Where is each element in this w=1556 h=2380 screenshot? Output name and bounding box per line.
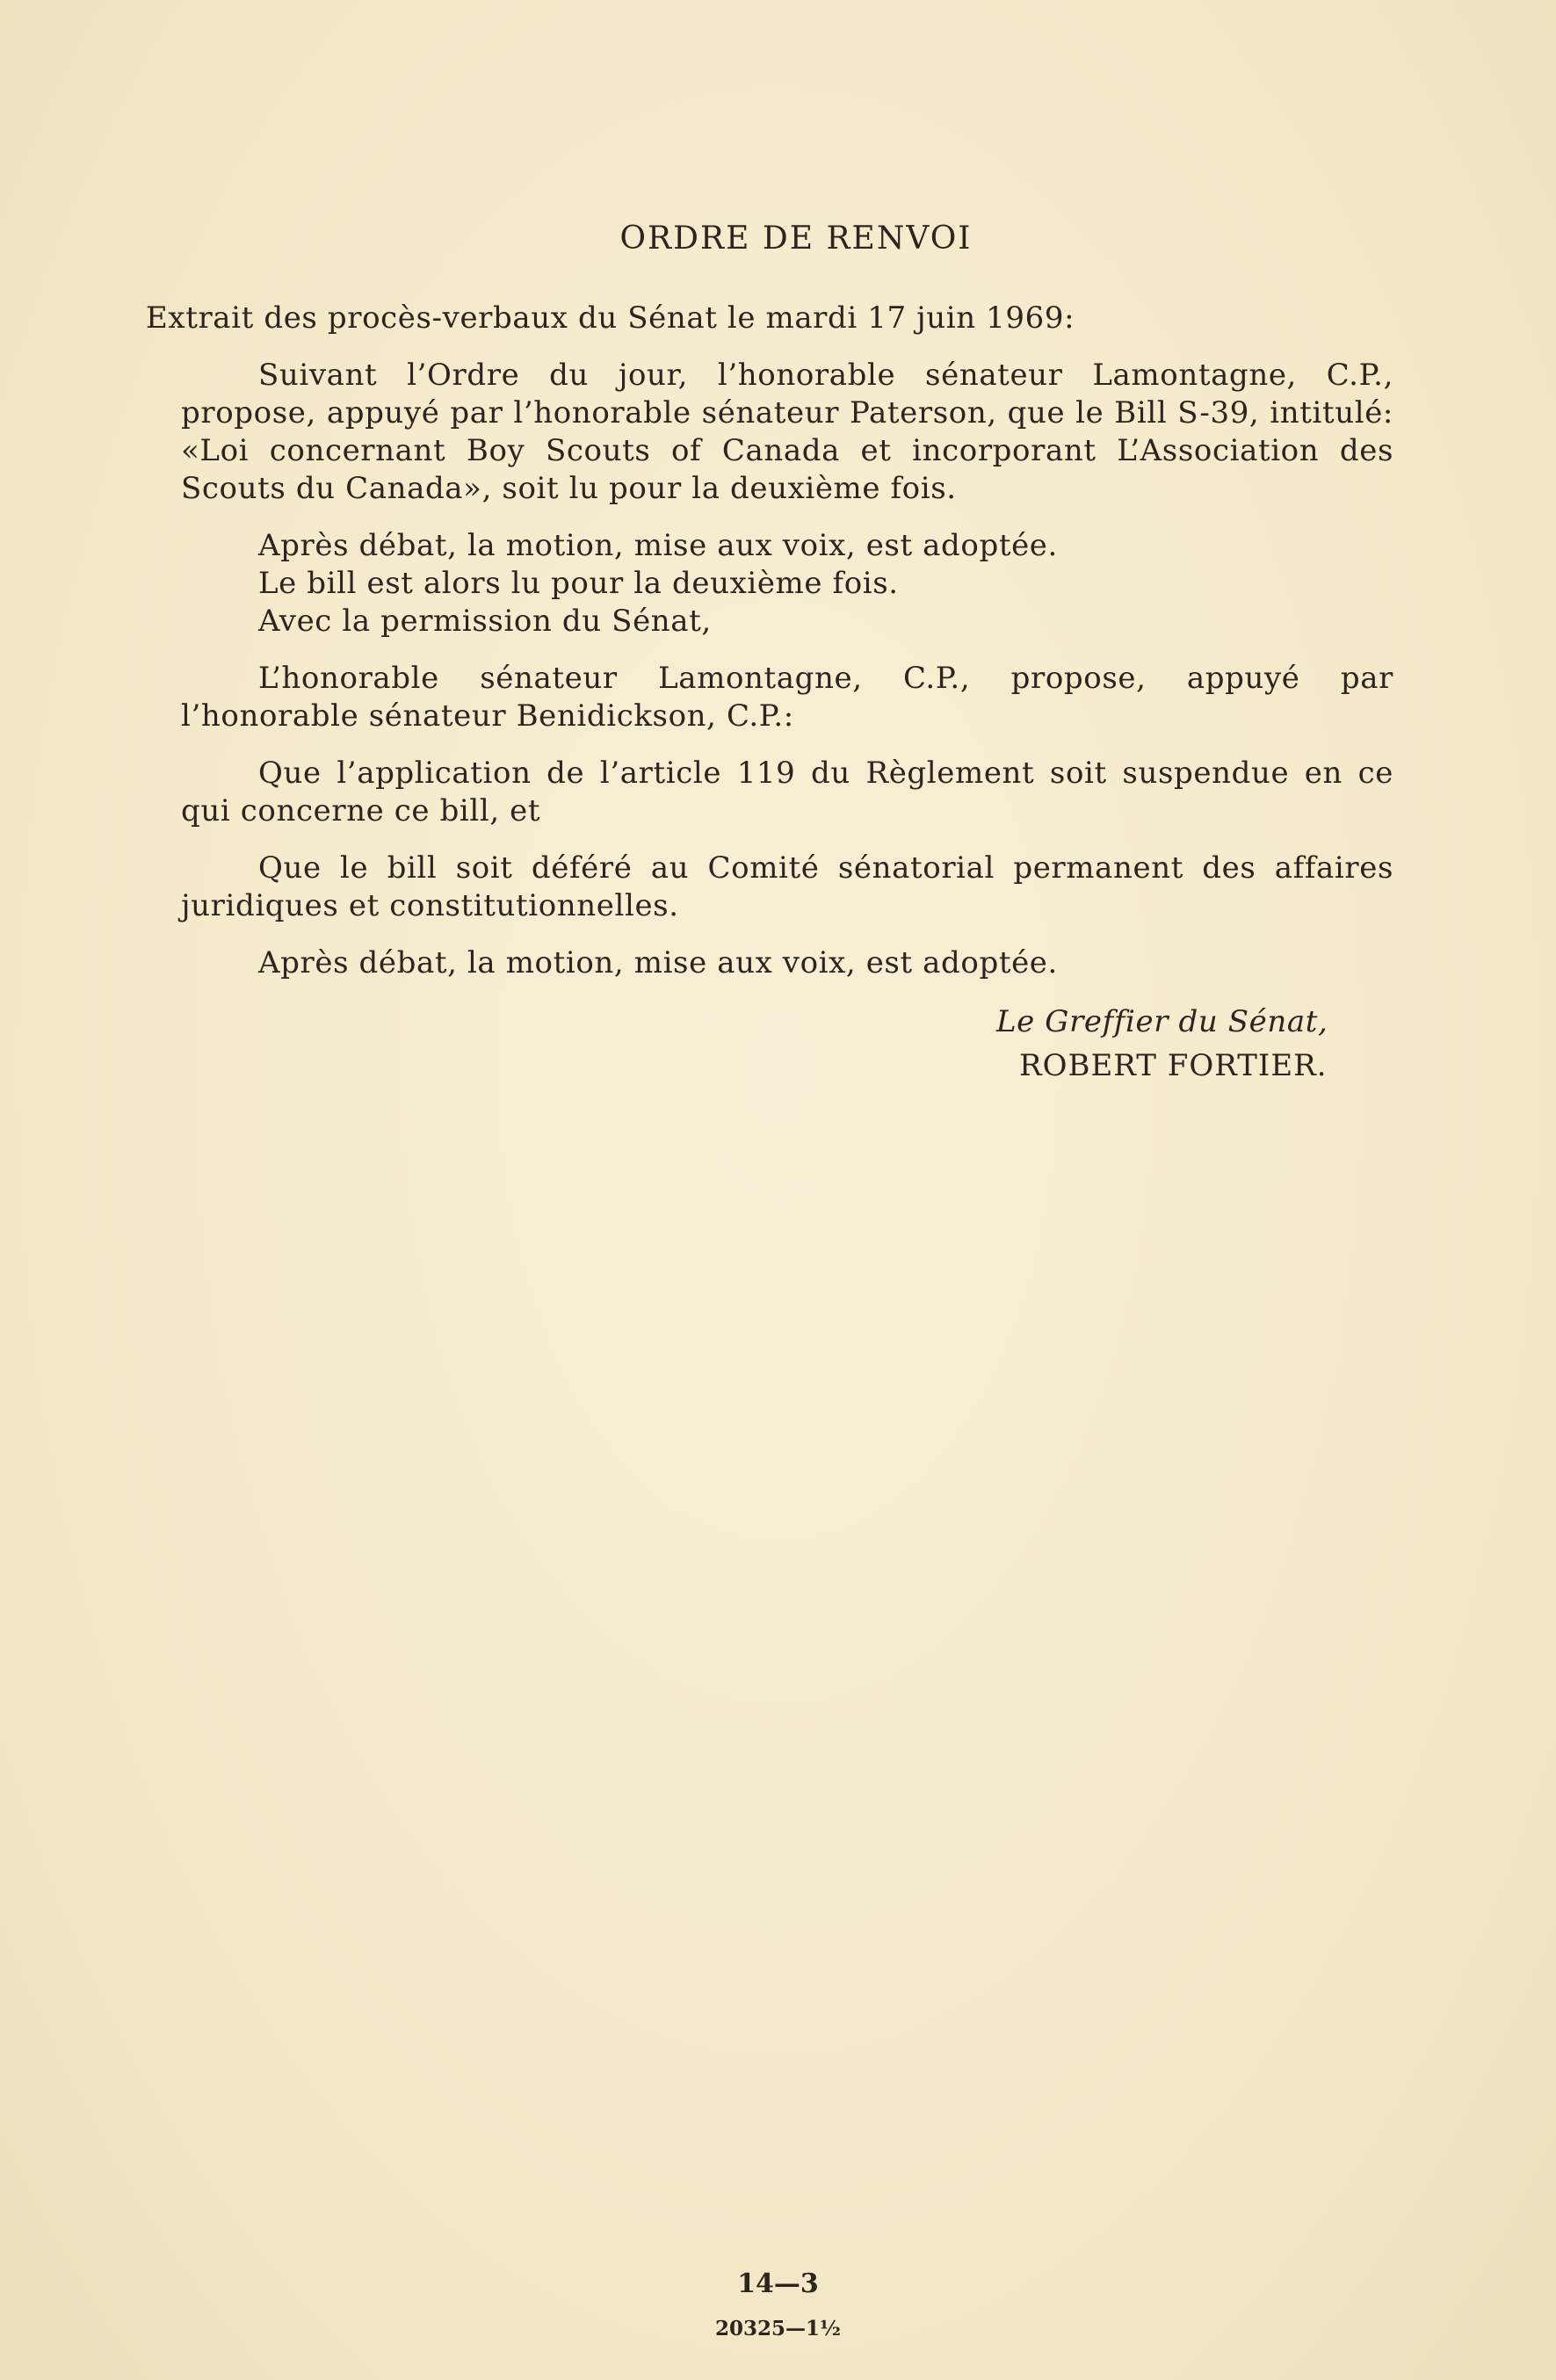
paragraph-motion-second-reading: Suivant l’Ordre du jour, l’honorable sénateur Lamontagne, C.P., propose, appuyé par l’honorable sénateur Paterson, que le Bill S-39, intitulé: «Loi concernant Boy Scouts of Canada et incorporant L’Association des Scouts du Canada», soit lu pour la deuxième fois. [181,358,1393,506]
signature-name: ROBERT FORTIER. [1019,1048,1328,1083]
line-motion-adopted-1: Après débat, la motion, mise aux voix, est adoptée. [258,528,1058,563]
signature-title: Le Greffier du Sénat, [996,1004,1328,1039]
line-second-reading: Le bill est alors lu pour la deuxième fois. [258,566,899,601]
print-code: 20325—1½ [714,2317,841,2340]
intro-line: Extrait des procès-verbaux du Sénat le mardi 17 juin 1969: [146,300,1075,336]
document-body [146,220,1393,1088]
paragraph-committee-referral: Que le bill soit déféré au Comité sénatorial permanent des affaires juridiques et constitutionnelles. [181,850,1393,923]
signature-block [181,1000,1393,1088]
paragraph-rule-suspension: Que l’application de l’article 119 du Règlement soit suspendue en ce qui concerne ce bill, et [181,756,1393,828]
page-number: 14—3 [737,2268,819,2299]
extract-block [146,357,1393,1088]
line-motion-adopted-2: Après débat, la motion, mise aux voix, est adoptée. [258,945,1058,980]
paragraph-motion-referral: L’honorable sénateur Lamontagne, C.P., propose, appuyé par l’honorable sénateur Benidickson, C.P.: [181,661,1393,734]
document-heading: ORDRE DE RENVOI [619,221,973,257]
line-permission: Avec la permission du Sénat, [258,604,712,639]
